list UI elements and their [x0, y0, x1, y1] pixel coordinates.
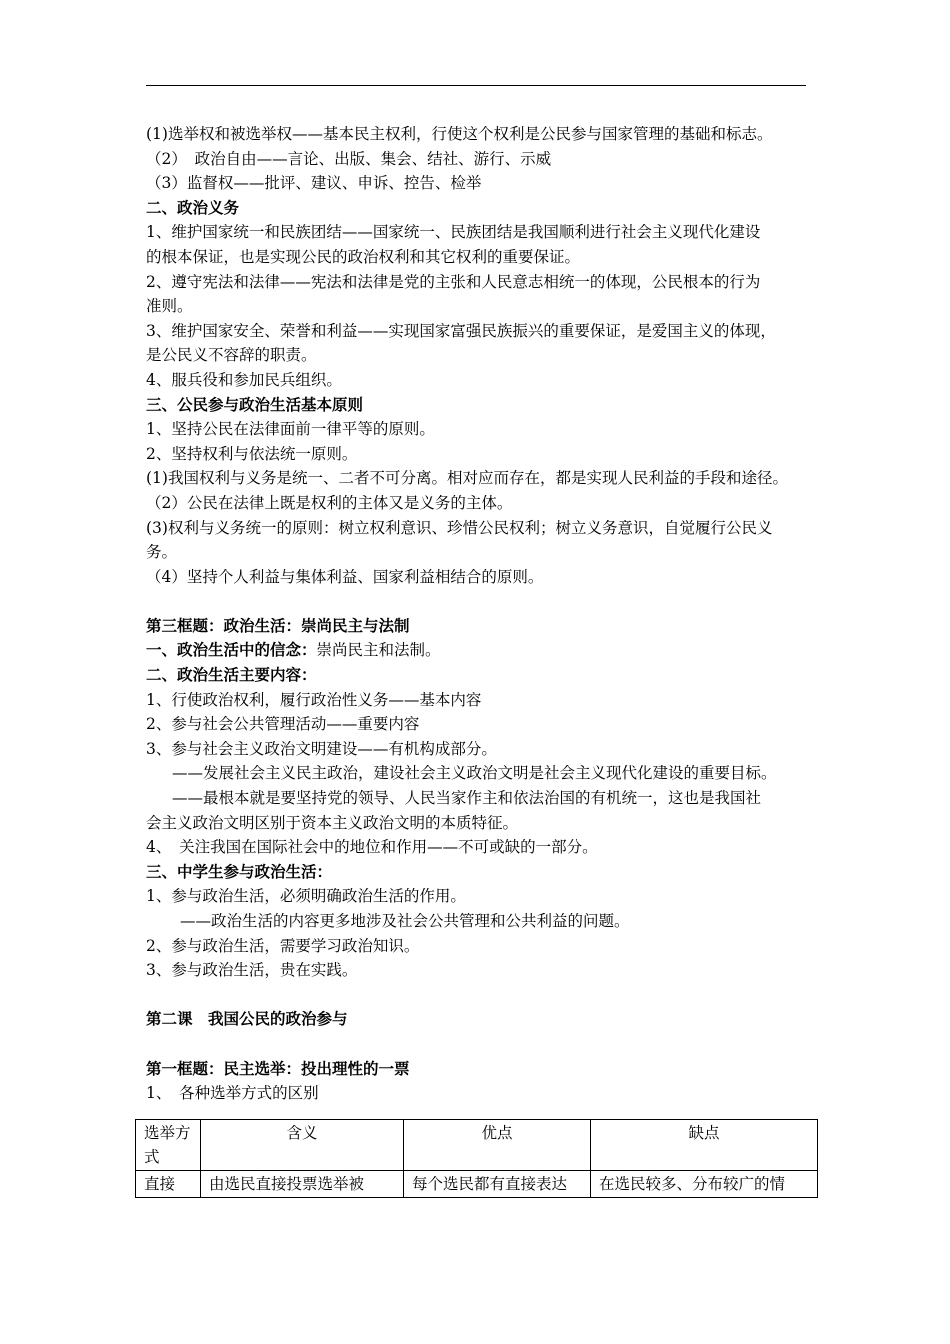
table-cell: 由选民直接投票选举被 — [201, 1171, 404, 1198]
text-line: 3、维护国家安全、荣誉和利益——实现国家富强民族振兴的重要保证，是爱国主义的体现， — [146, 321, 776, 340]
text-line — [146, 638, 826, 663]
blank-line — [146, 983, 826, 1008]
blank-line — [146, 589, 826, 614]
text-line: 1、 各种选举方式的区别 — [146, 1084, 319, 1103]
text-line: 2、参与社会公共管理活动——重要内容 — [146, 715, 420, 734]
section-heading: 三、公民参与政治生活基本原则 — [146, 395, 364, 414]
lesson-title: 第二课 我国公民的政治参与 — [146, 1010, 348, 1029]
section-heading: 二、政治义务 — [146, 198, 240, 217]
text-line: 1、行使政治权利，履行政治性义务——基本内容 — [146, 690, 482, 709]
text-line: ——政治生活的内容更多地涉及社会公共管理和公共利益的问题。 — [180, 912, 630, 930]
text-line: 会主义政治文明区别于资本主义政治文明的本质特征。 — [146, 813, 519, 832]
text-line: 的根本保证，也是实现公民的政治权利和其它权利的重要保证。 — [146, 247, 581, 266]
text-line: 4、服兵役和参加民兵组织。 — [146, 370, 342, 389]
text-line: (1)我国权利与义务是统一、二者不可分离。相对应而存在，都是实现人民利益的手段和途径。 — [146, 469, 788, 488]
text-line: 3、参与政治生活，贵在实践。 — [146, 961, 358, 980]
table-header-cell: 优点 — [404, 1120, 591, 1171]
table-header-cell: 含义 — [201, 1120, 404, 1171]
text-line: 务。 — [146, 543, 178, 562]
blank-line — [146, 1032, 826, 1057]
inline-heading: 一、政治生活中的信念： — [146, 641, 317, 660]
table-header-row — [136, 1120, 818, 1171]
table-header-cell: 选举方式 — [136, 1120, 201, 1171]
text-line: （2）公民在法律上既是权利的主体又是义务的主体。 — [146, 493, 513, 512]
election-methods-table — [135, 1119, 818, 1198]
document-body — [146, 122, 826, 1106]
table-row — [136, 1171, 818, 1198]
section-heading: 二、政治生活主要内容： — [146, 666, 317, 685]
header-rule — [146, 85, 806, 86]
text-line: 1、坚持公民在法律面前一律平等的原则。 — [146, 420, 435, 439]
text-line: 是公民义不容辞的职责。 — [146, 346, 317, 365]
text-line: 准则。 — [146, 297, 193, 316]
text-line: （4）坚持个人利益与集体利益、国家利益相结合的原则。 — [146, 567, 544, 586]
text-line: （2） 政治自由——言论、出版、集会、结社、游行、示威 — [146, 149, 552, 168]
text-line: ——最根本就是要坚持党的领导、人民当家作主和依法治国的有机统一，这也是我国社 — [172, 789, 762, 808]
text-line: (1)选举权和被选举权——基本民主权利，行使这个权利是公民参与国家管理的基础和标志。 — [146, 125, 773, 143]
text-line: 1、维护国家统一和民族团结——国家统一、民族团结是我国顺利进行社会主义现代化建设 — [146, 223, 761, 242]
section-heading: 第三框题：政治生活：崇尚民主与法制 — [146, 616, 410, 635]
text-line: ——发展社会主义民主政治，建设社会主义政治文明是社会主义现代化建设的重要目标。 — [172, 764, 777, 783]
text-line: 2、遵守宪法和法律——宪法和法律是党的主张和人民意志相统一的体现，公民根本的行为 — [146, 272, 761, 291]
text-line: 1、参与政治生活，必须明确政治生活的作用。 — [146, 887, 466, 906]
text-line: 2、参与政治生活，需要学习政治知识。 — [146, 936, 420, 955]
text-line: （3）监督权——批评、建议、申诉、控告、检举 — [146, 174, 482, 193]
text-line: 3、参与社会主义政治文明建设——有机构成部分。 — [146, 739, 497, 758]
table-cell: 在选民较多、分布较广的情 — [591, 1171, 818, 1198]
section-heading: 三、中学生参与政治生活： — [146, 862, 333, 881]
inline-text: 崇尚民主和法制。 — [316, 641, 441, 660]
section-heading: 第一框题：民主选举：投出理性的一票 — [146, 1059, 410, 1078]
text-line: 2、坚持权利与依法统一原则。 — [146, 444, 358, 463]
table-header-cell: 缺点 — [591, 1120, 818, 1171]
table-cell: 每个选民都有直接表达 — [404, 1171, 591, 1198]
text-line: (3)权利与义务统一的原则：树立权利意识、珍惜公民权利；树立义务意识，自觉履行公民义 — [146, 518, 773, 537]
table-cell: 直接 — [136, 1171, 201, 1198]
text-line: 4、 关注我国在国际社会中的地位和作用——不可或缺的一部分。 — [146, 838, 598, 857]
